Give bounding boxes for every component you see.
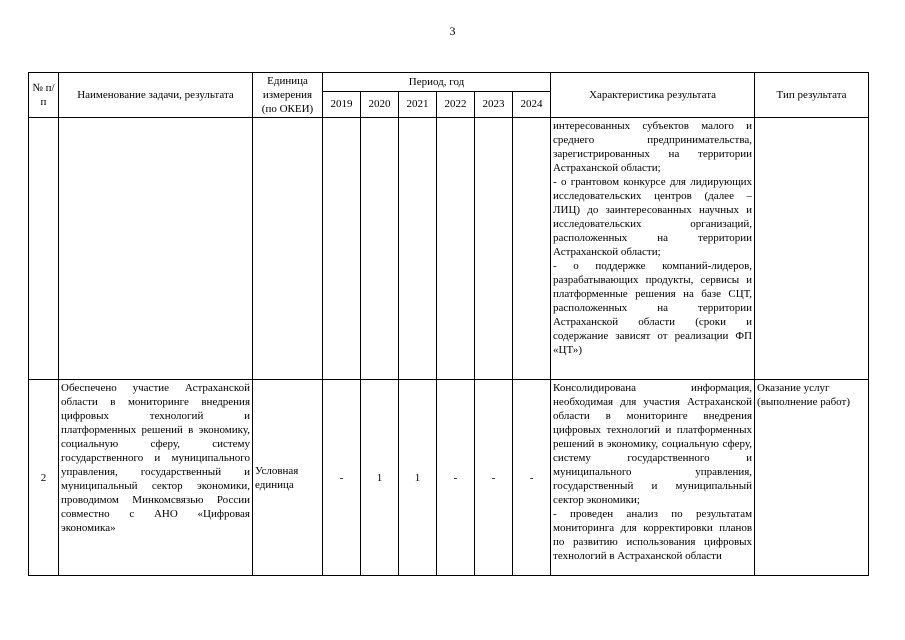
table-row: [29, 380, 869, 576]
header-num: № п/п: [29, 73, 59, 118]
year-value: 1: [399, 380, 437, 576]
header-year: 2023: [475, 91, 513, 117]
year-value: -: [323, 380, 361, 576]
year-value: 1: [361, 380, 399, 576]
header-characteristic: Характеристика результата: [551, 73, 755, 118]
table-row: [29, 118, 869, 380]
header-type: Тип результата: [755, 73, 869, 118]
characteristic-cell: Консолидирована информация, необходимая для участия Астраханской области в мониторинге внедрения цифровых технологий и платформенных решений в экономику, социальную сферу, систему государственного и муниципального управления, государственный и муниципальный сектор экономики; - проведен анализ по результатам мониторинга для корректировки планов по развитию использования цифровых технологий в Астраханской области: [551, 380, 755, 576]
year-value: -: [437, 380, 475, 576]
results-table: [28, 72, 869, 576]
characteristic-cell: интересованных субъектов малого и среднего предпринимательства, зарегистрированных на территории Астраханской области; - о грантовом конкурсе для лидирующих исследовательских центров (далее – ЛИЦ) до заинтересованных научных и исследовательских организаций, расположенных на территории Астраханской области; - о поддержке компаний-лидеров, разрабатывающих продукты, сервисы и платформенные решения на базе СЦТ, расположенных на территории Астраханской области (сроки и содержание зависят от реализации ФП «ЦТ»): [551, 118, 755, 380]
unit-cell: Условная единица: [253, 380, 323, 576]
header-task: Наименование задачи, результата: [59, 73, 253, 118]
year-value: -: [475, 380, 513, 576]
header-period: Период, год: [323, 73, 551, 92]
header-year: 2019: [323, 91, 361, 117]
header-year: 2024: [513, 91, 551, 117]
header-year: 2021: [399, 91, 437, 117]
header-year: 2022: [437, 91, 475, 117]
page-number: 3: [449, 24, 456, 38]
task-cell: Обеспечено участие Астраханской области в мониторинге внедрения цифровых технологий и платформенных решений в экономику, социальную сферу, систему государственного и муниципального управления, государственный и муниципальный сектор экономики, проводимом Минкомсвязью России совместно с АНО «Цифровая экономика»: [59, 380, 253, 576]
header-unit: Единица измерения (по ОКЕИ): [253, 73, 323, 118]
type-cell: Оказание услуг (выполнение работ): [755, 380, 869, 576]
year-value: -: [513, 380, 551, 576]
header-year: 2020: [361, 91, 399, 117]
row-number: 2: [29, 380, 59, 576]
